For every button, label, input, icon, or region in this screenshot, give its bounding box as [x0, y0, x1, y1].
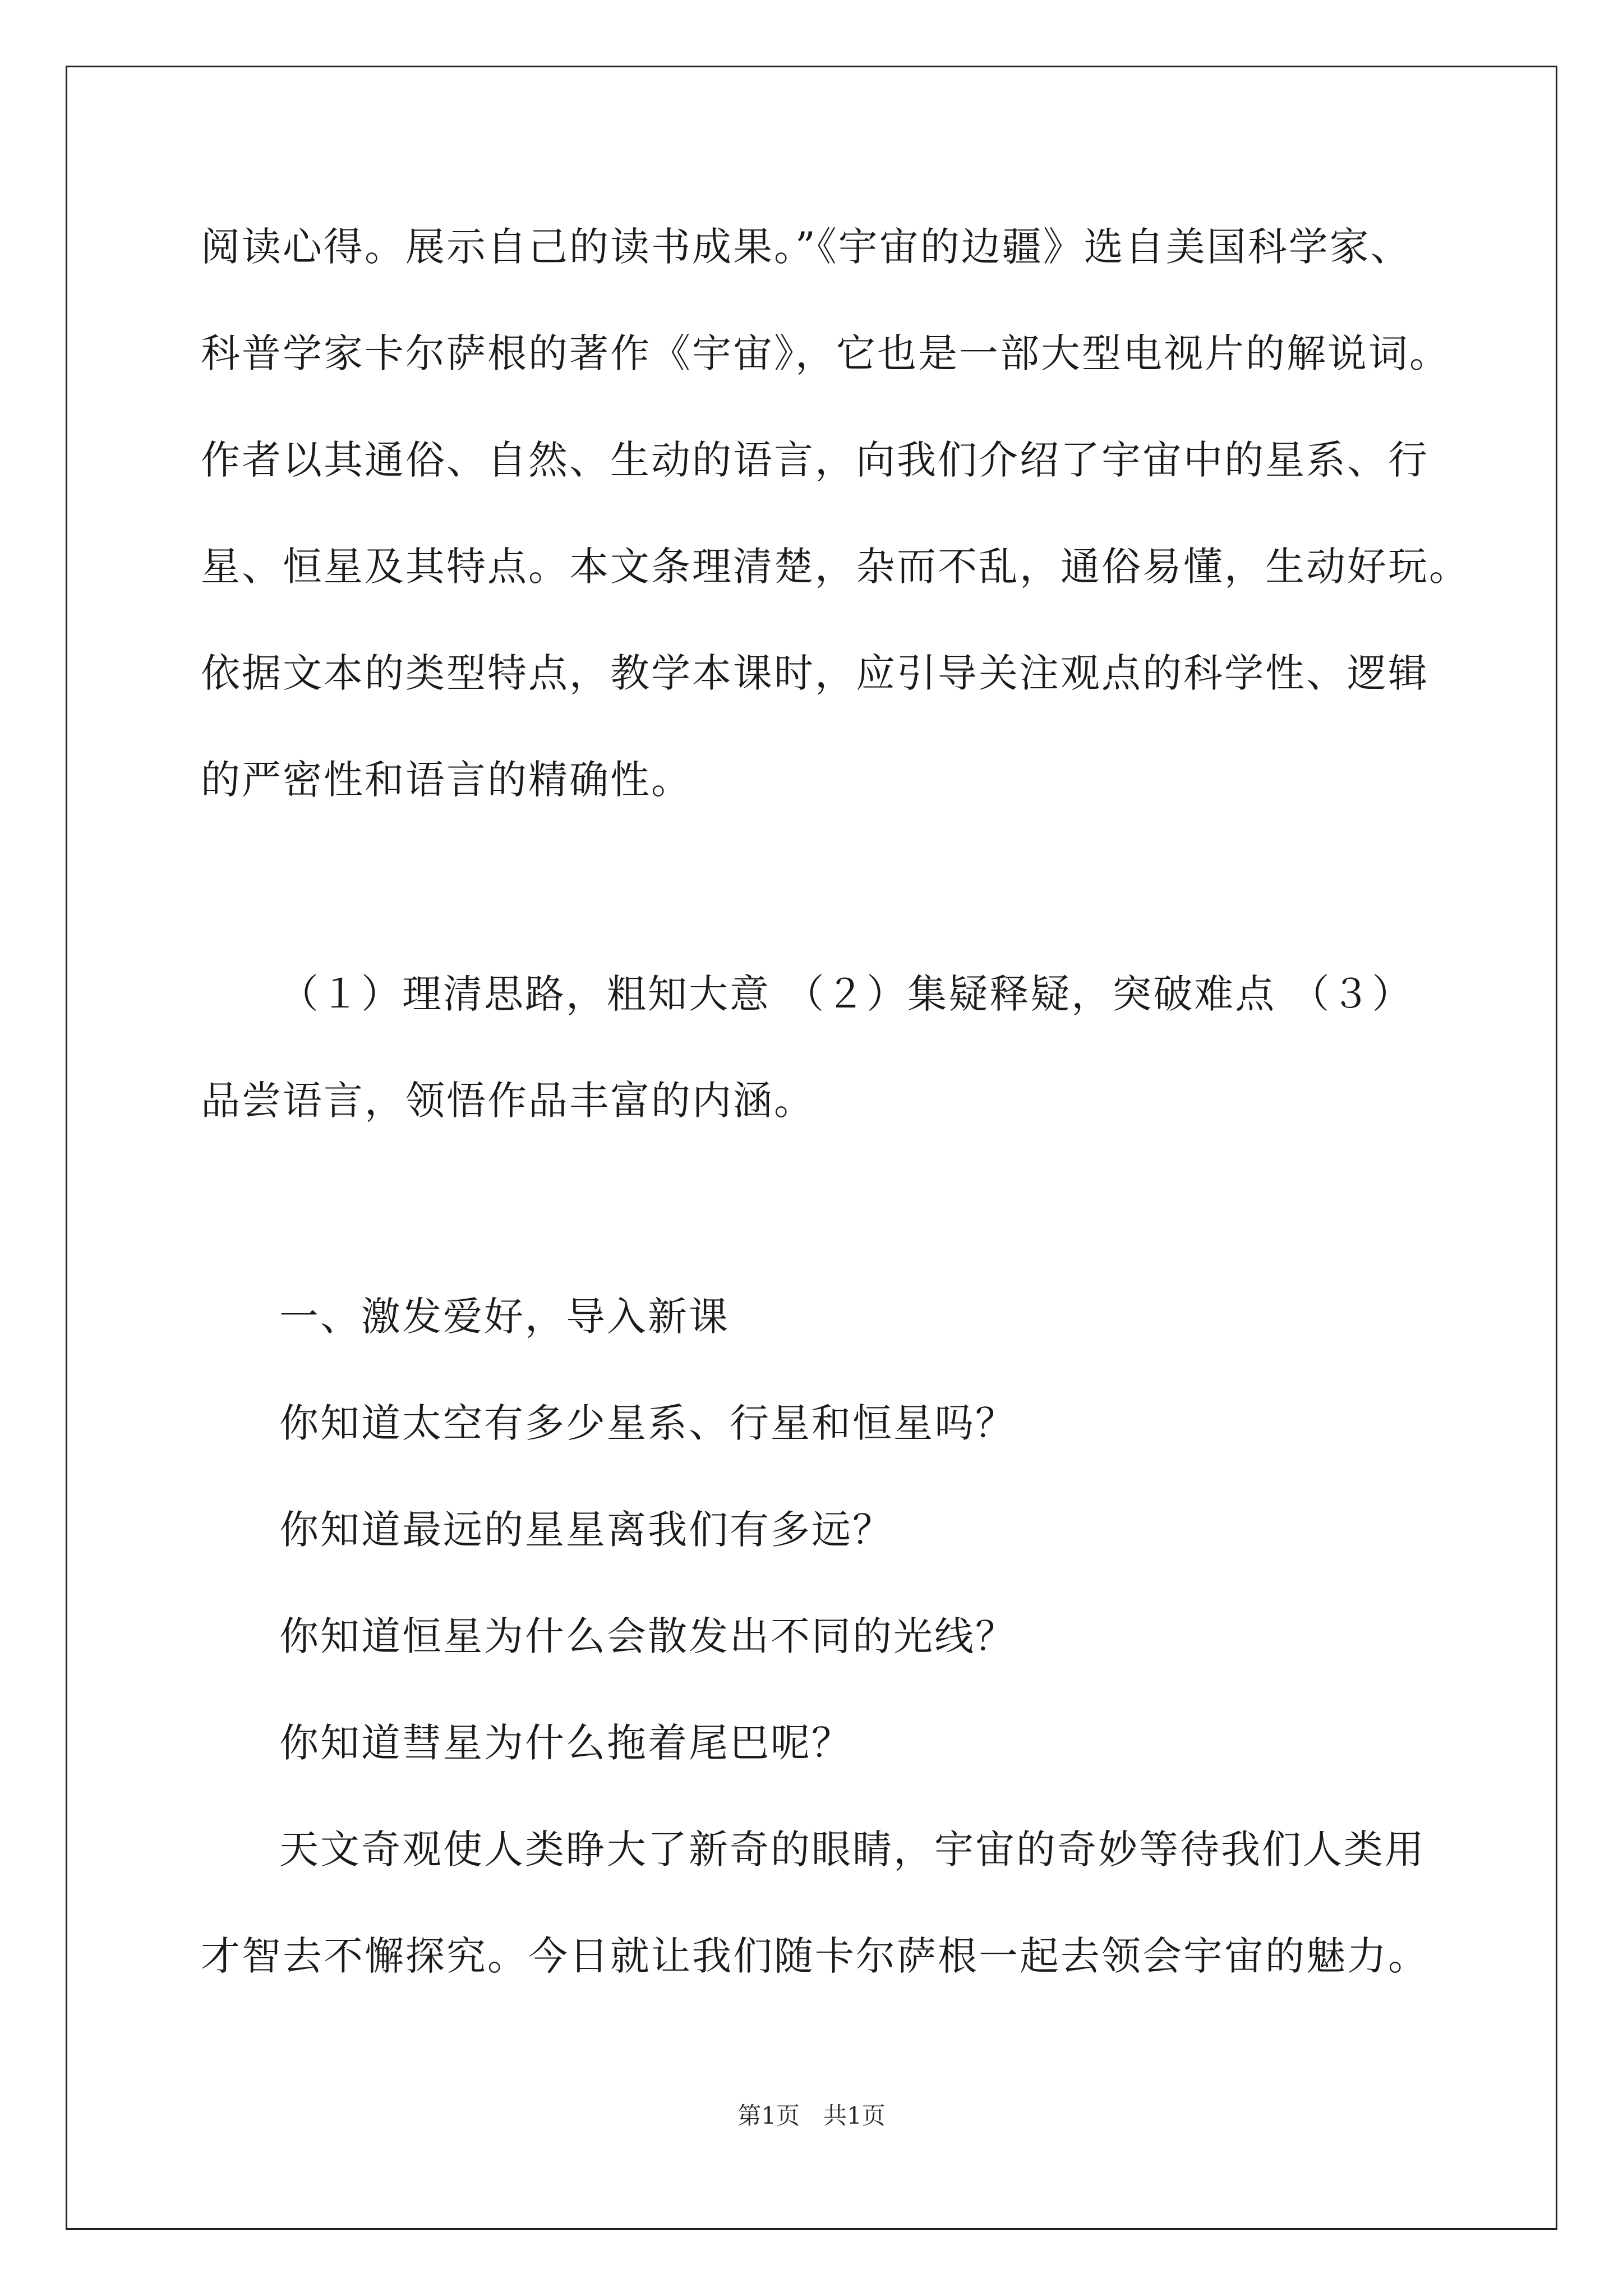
- objectives-line: （１）理清思路，粗知大意 （２）集疑释疑，突破难点 （３）: [279, 971, 1413, 1017]
- page-border: [66, 66, 1557, 2230]
- text-line: 作者以其通俗、自然、生动的语言，向我们介绍了宇宙中的星系、行: [201, 437, 1429, 483]
- text-line: 天文奇观使人类睁大了新奇的眼睛，宇宙的奇妙等待我们人类用: [279, 1826, 1426, 1872]
- text-line: 依据文本的类型特点，教学本课时，应引导关注观点的科学性、逻辑: [201, 650, 1429, 696]
- question-line: 你知道彗星为什么拖着尾巴呢？: [279, 1720, 852, 1766]
- page-number-footer: 第1页 共1页: [737, 2102, 886, 2129]
- text-line: 科普学家卡尔萨根的著作《宇宙》，它也是一部大型电视片的解说词。: [201, 330, 1450, 376]
- question-line: 你知道太空有多少星系、行星和恒星吗？: [279, 1400, 1016, 1446]
- objectives-line: 品尝语言，领悟作品丰富的内涵。: [201, 1078, 815, 1124]
- section-heading: 一、激发爱好，导入新课: [279, 1294, 730, 1340]
- text-line: 阅读心得。展示自己的读书成果。”《宇宙的边疆》选自美国科学家、: [201, 224, 1412, 270]
- text-line: 的严密性和语言的精确性。: [201, 757, 692, 803]
- text-line: 才智去不懈探究。今日就让我们随卡尔萨根一起去领会宇宙的魅力。: [201, 1933, 1429, 1979]
- question-line: 你知道恒星为什么会散发出不同的光线？: [279, 1613, 1016, 1659]
- question-line: 你知道最远的星星离我们有多远？: [279, 1507, 893, 1553]
- text-line: 星、恒星及其特点。本文条理清楚，杂而不乱，通俗易懂，生动好玩。: [201, 544, 1470, 590]
